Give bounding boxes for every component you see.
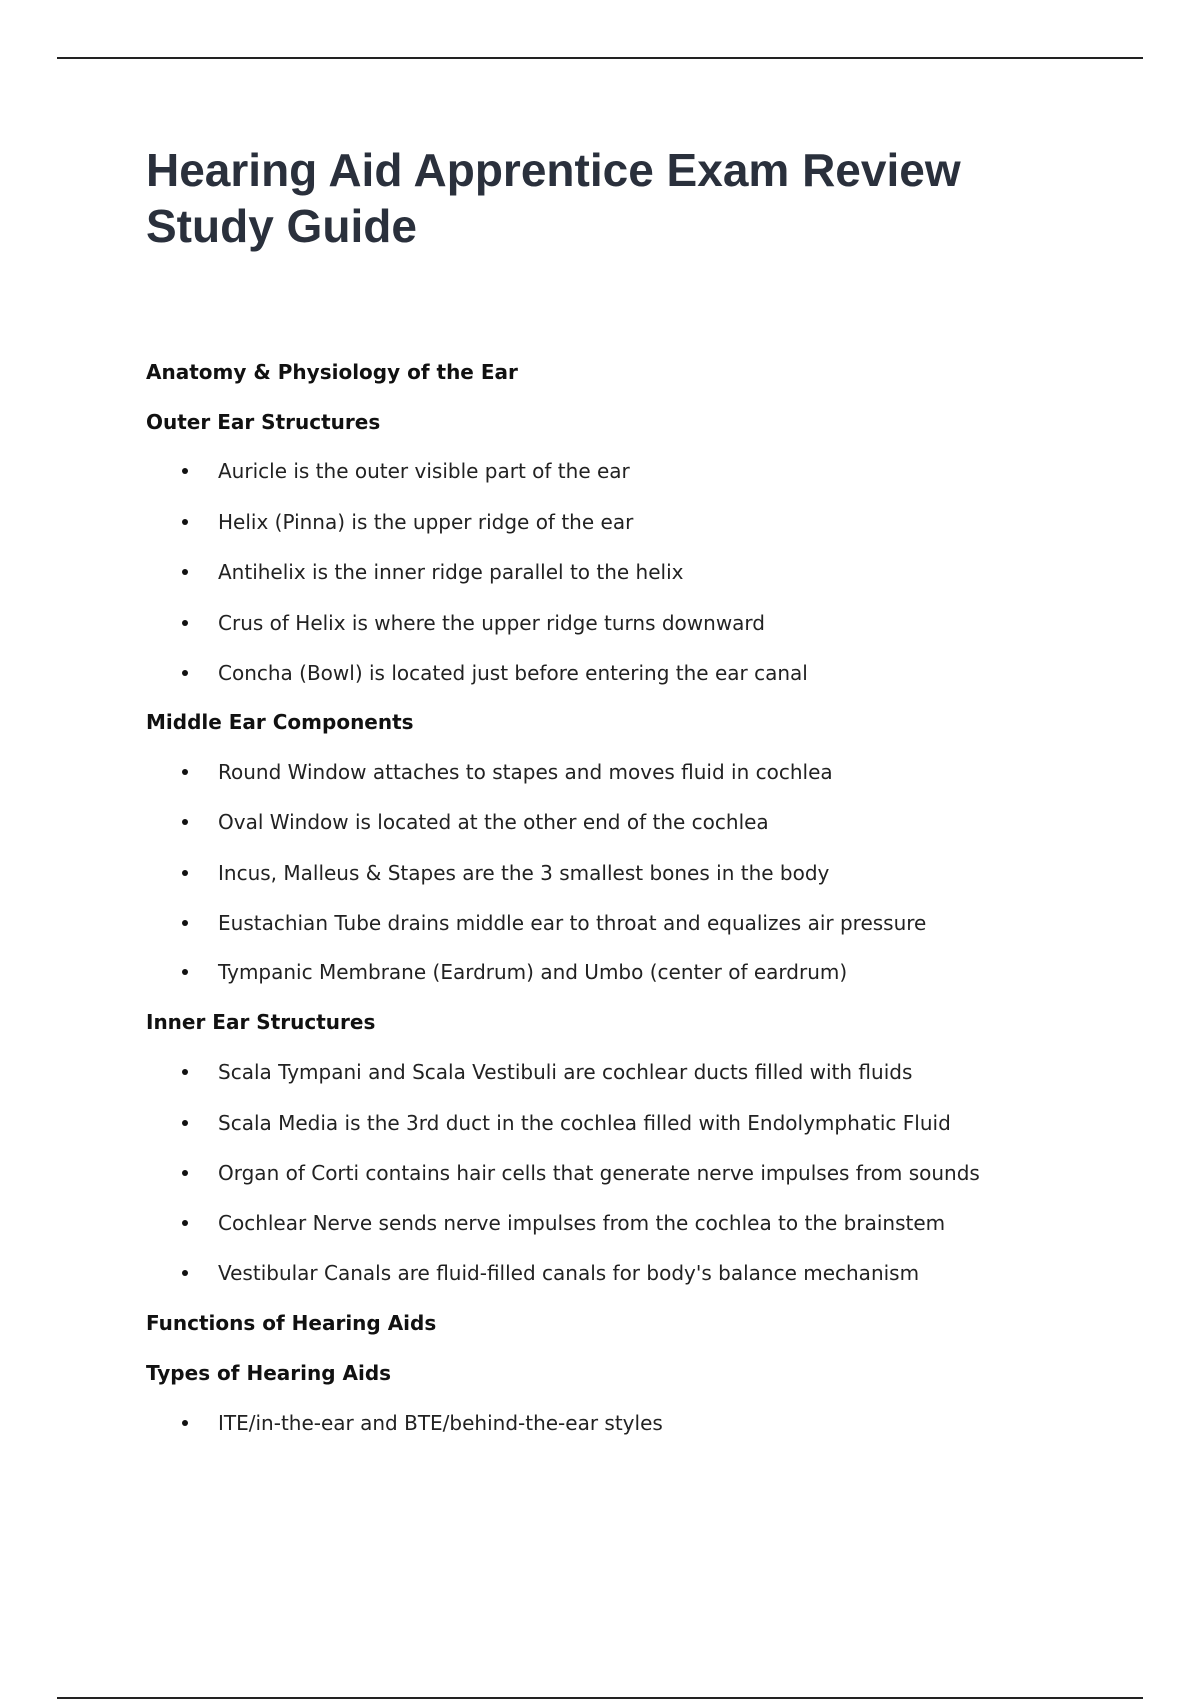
bullet-icon bbox=[182, 819, 188, 825]
bullet-icon bbox=[182, 1170, 188, 1176]
bullet-icon bbox=[182, 1120, 188, 1126]
list-item-text: Vestibular Canals are fluid-filled canals for body's balance mechanism bbox=[218, 1261, 920, 1285]
list-item-text: Helix (Pinna) is the upper ridge of the ear bbox=[218, 510, 634, 534]
bullet-icon bbox=[182, 1220, 188, 1226]
list-item-text: Incus, Malleus & Stapes are the 3 smallest bones in the body bbox=[218, 861, 830, 885]
list-item-text: Tympanic Membrane (Eardrum) and Umbo (center of eardrum) bbox=[218, 960, 848, 984]
bullet-icon bbox=[182, 870, 188, 876]
bullet-icon bbox=[182, 1069, 188, 1075]
list-item-text: Antihelix is the inner ridge parallel to the helix bbox=[218, 560, 684, 584]
bullet-icon bbox=[182, 1420, 188, 1426]
list-item-text: Scala Media is the 3rd duct in the cochlea filled with Endolymphatic Fluid bbox=[218, 1111, 951, 1135]
list-item-text: Organ of Corti contains hair cells that generate nerve impulses from sounds bbox=[218, 1161, 980, 1185]
list-item-text: Eustachian Tube drains middle ear to throat and equalizes air pressure bbox=[218, 911, 927, 935]
section-heading-inner-ear: Inner Ear Structures bbox=[146, 1010, 376, 1034]
bullet-icon bbox=[182, 569, 188, 575]
list-item-text: ITE/in-the-ear and BTE/behind-the-ear styles bbox=[218, 1411, 663, 1435]
list-item-text: Scala Tympani and Scala Vestibuli are cochlear ducts filled with fluids bbox=[218, 1060, 913, 1084]
bullet-icon bbox=[182, 519, 188, 525]
bullet-icon bbox=[182, 468, 188, 474]
bottom-rule bbox=[57, 1697, 1143, 1699]
list-item-text: Auricle is the outer visible part of the ear bbox=[218, 459, 630, 483]
bullet-icon bbox=[182, 670, 188, 676]
section-heading-types: Types of Hearing Aids bbox=[146, 1361, 392, 1385]
section-heading-functions: Functions of Hearing Aids bbox=[146, 1311, 437, 1335]
document-title: Hearing Aid Apprentice Exam Review Study Guide bbox=[146, 144, 961, 252]
list-item-text: Concha (Bowl) is located just before entering the ear canal bbox=[218, 661, 808, 685]
list-item-text: Crus of Helix is where the upper ridge turns downward bbox=[218, 611, 765, 635]
list-item-text: Oval Window is located at the other end of the cochlea bbox=[218, 810, 769, 834]
bullet-icon bbox=[182, 620, 188, 626]
bullet-icon bbox=[182, 1270, 188, 1276]
section-heading-outer-ear: Outer Ear Structures bbox=[146, 410, 381, 434]
section-heading-middle-ear: Middle Ear Components bbox=[146, 710, 414, 734]
bullet-icon bbox=[182, 969, 188, 975]
top-rule bbox=[57, 57, 1143, 59]
list-item-text: Round Window attaches to stapes and moves fluid in cochlea bbox=[218, 760, 833, 784]
bullet-icon bbox=[182, 769, 188, 775]
list-item-text: Cochlear Nerve sends nerve impulses from the cochlea to the brainstem bbox=[218, 1211, 946, 1235]
section-heading-anatomy: Anatomy & Physiology of the Ear bbox=[146, 360, 518, 384]
bullet-icon bbox=[182, 920, 188, 926]
